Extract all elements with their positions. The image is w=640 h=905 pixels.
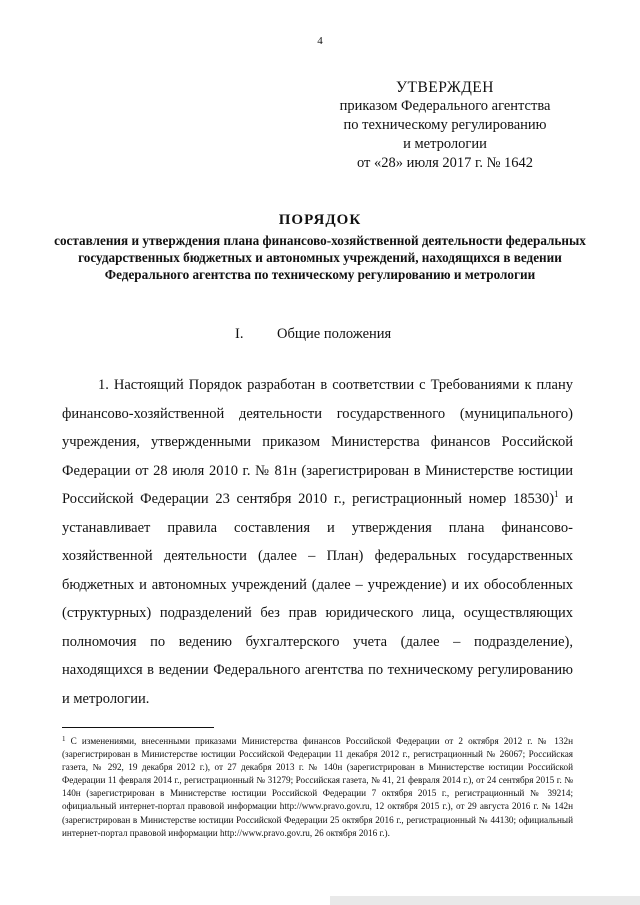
approval-line: от «28» июля 2017 г. № 1642: [356, 155, 534, 171]
approval-block: [330, 78, 560, 173]
approval-line: по техническому регулированию: [343, 117, 547, 133]
footnote-divider: [62, 727, 214, 728]
paragraph: [62, 371, 573, 713]
approval-title: УТВЕРЖДЕН: [396, 79, 494, 96]
body-text: [62, 371, 573, 713]
document-title: ПОРЯДОК: [278, 212, 362, 228]
paragraph-text: и устанавливает правила составления и утверждения плана финансово-хозяйственной деятельности (далее – План) федеральных государственных бюджетных и автономных учреждений (далее – учреждение) и их обособленных (структурных) подразделений без прав юридического лица, осуществляющих полномочия по ведению бухгалтерского учета (далее – подразделение), находящихся в ведении Федерального агентства по техническому регулированию и метрологии.: [62, 491, 573, 707]
section-title: Общие положения: [277, 326, 392, 342]
footnote-mark: 1: [62, 735, 66, 743]
paragraph-text: 1. Настоящий Порядок разработан в соответствии с Требованиями к плану финансово-хозяйственной деятельности государственного (муниципального) учреждения, утвержденными приказом Министерства финансов Российской Федерации от 28 июля 2010 г. № 81н (зарегистрирован в Министерстве юстиции Российской Федерации 23 сентября 2010 г., регистрационный номер 18530): [62, 377, 573, 507]
approval-line: приказом Федерального агентства: [339, 98, 551, 114]
document-subtitle: составления и утверждения плана финансово-хозяйственной деятельности федеральных государственных бюджетных и автономных учреждений, находящихся в ведении Федерального агентства по техническому регулированию и метрологии: [54, 233, 586, 282]
section-number: I.: [235, 326, 244, 342]
page-number: 4: [317, 35, 323, 47]
approval-line: и метрологии: [403, 136, 487, 152]
scan-edge: [330, 896, 640, 905]
footnote-text: С изменениями, внесенными приказами Министерства финансов Российской Федерации от 2 октября 2012 г. № 132н (зарегистрирован в Министерстве юстиции Российской Федерации 11 декабря 2012 г., регистрационный № 26067; Российская газета, № 292, 19 декабря 2012 г.), от 27 декабря 2013 г. № 140н (зарегистрирован в Министерстве юстиции Российской Федерации 11 февраля 2014 г., регистрационный № 31279; Российская газета, № 41, 21 февраля 2014 г.), от 24 сентября 2015 г. № 140н (зарегистрирован в Министерстве юстиции Российской Федерации 7 октября 2015 г., регистрационный № 39214; официальный интернет-портал правовой информации http://www.pravo.gov.ru, 12 октября 2015 г.), от 29 августа 2016 г. № 142н (зарегистрирован в Министерстве юстиции Российской Федерации 25 октября 2016 г., регистрационный № 44130; официальный интернет-портал правовой информации http://www.pravo.gov.ru, 26 октября 2016 г.).: [62, 736, 573, 838]
footnote-reference: 1: [554, 489, 559, 499]
footnote: [62, 735, 573, 840]
